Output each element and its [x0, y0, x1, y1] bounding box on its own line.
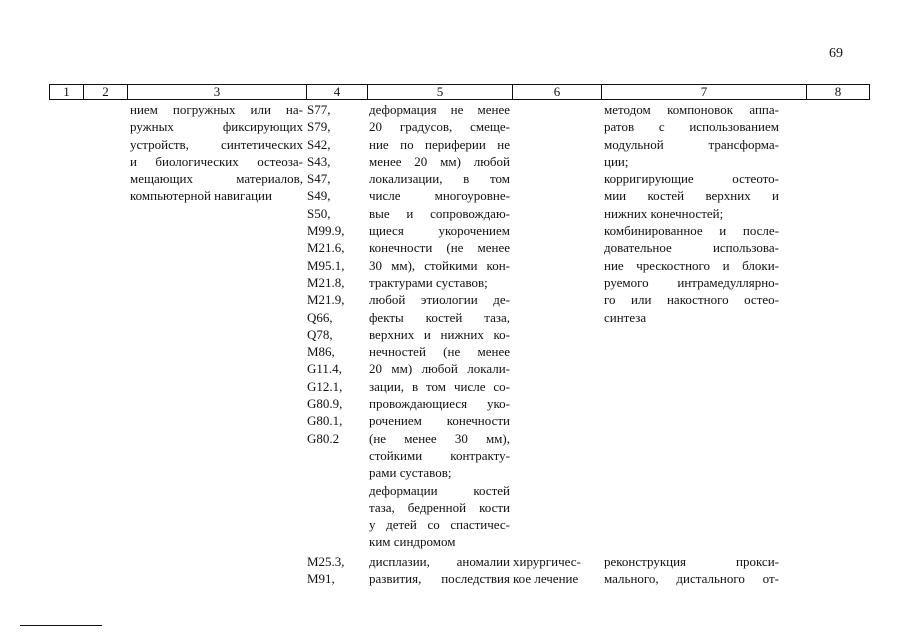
text-line: и биологических остеоза-: [130, 153, 303, 169]
text-line: довательное использова-: [604, 240, 779, 256]
text-line: 20 градусов, смеще-: [369, 119, 510, 135]
text-line: кое лечение: [513, 571, 579, 587]
table-header-row: [49, 84, 870, 100]
icd-code: M95.1,: [307, 257, 345, 273]
icd-code: G11.4,: [307, 361, 342, 377]
icd-code: M21.9,: [307, 292, 345, 308]
text-line: стойкими контракту-: [369, 447, 510, 463]
icd-code: M21.6,: [307, 240, 345, 256]
icd-code: S50,: [307, 205, 331, 221]
text-line: вые и сопровождаю-: [369, 205, 510, 221]
text-line: развития, последствия: [369, 571, 510, 587]
icd-code: G80.9,: [307, 396, 343, 412]
text-line: зации, в том числе со-: [369, 378, 510, 394]
text-line: деформации костей: [369, 482, 510, 498]
text-line: фекты костей таза,: [369, 309, 510, 325]
row2-col5-diagnosis-description: [369, 553, 510, 588]
text-line: реконструкция прокси-: [604, 554, 779, 569]
text-line: модульной трансформа-: [604, 136, 779, 152]
icd-code: Q78,: [307, 326, 333, 342]
text-line: 20 мм) любой локали-: [369, 361, 510, 377]
text-line: числе многоуровне-: [369, 188, 510, 204]
text-line: го или накостного остео-: [604, 292, 779, 308]
text-line: деформация не менее: [369, 102, 510, 117]
page-number: 69: [829, 46, 843, 61]
row2-col4-icd-codes: [307, 553, 362, 588]
text-line: локализации, в том: [369, 171, 510, 187]
text-line: мального, дистального от-: [604, 571, 779, 587]
text-line: рами суставов;: [369, 465, 452, 481]
header-col-6: 6: [513, 85, 602, 99]
text-line: синтеза: [604, 309, 647, 325]
header-col-7: 7: [602, 85, 807, 99]
text-line: нием погружных или на-: [130, 102, 303, 117]
row2-col6-treatment-type: [513, 553, 595, 588]
header-col-2: 2: [84, 85, 128, 99]
icd-code: Q66,: [307, 309, 333, 325]
text-line: менее 20 мм) любой: [369, 153, 510, 169]
text-line: ким синдромом: [369, 534, 456, 550]
text-line: дисплазии, аномалии: [369, 554, 510, 569]
icd-code: M21.8,: [307, 274, 345, 290]
header-col-1: 1: [50, 85, 84, 99]
icd-code: G80.1,: [307, 413, 343, 429]
text-line: корригирующие остеото-: [604, 171, 779, 187]
header-col-8: 8: [834, 84, 842, 99]
text-line: ние по периферии не: [369, 136, 510, 152]
text-line: ратов с использованием: [604, 119, 779, 135]
icd-code: S79,: [307, 119, 331, 135]
text-line: руемого интрамедуллярно-: [604, 274, 779, 290]
icd-code: S43,: [307, 153, 331, 169]
text-line: таза, бедренной кости: [369, 499, 510, 515]
text-line: мии костей верхних и: [604, 188, 779, 204]
text-line: конечности (не менее: [369, 240, 510, 256]
icd-code: S49,: [307, 188, 331, 204]
icd-code: M86,: [307, 344, 335, 360]
header-col-5: 5: [368, 85, 513, 99]
text-line: трактурами суставов;: [369, 274, 488, 290]
text-line: компьютерной навигации: [130, 188, 272, 204]
header-col-3: 3: [128, 85, 307, 99]
row1-col3-treatment-methods: [130, 101, 303, 205]
text-line: хирургичес-: [513, 554, 581, 569]
text-line: ние чрескостного и блоки-: [604, 257, 779, 273]
icd-code: S77,: [307, 102, 331, 117]
icd-code: M91,: [307, 571, 335, 587]
icd-code: S47,: [307, 171, 331, 187]
text-line: щиеся укорочением: [369, 223, 510, 239]
text-line: рочением конечности: [369, 413, 510, 429]
text-line: ружных фиксирующих: [130, 119, 303, 135]
text-line: 30 мм), стойкими кон-: [369, 257, 510, 273]
icd-code: M25.3,: [307, 554, 345, 569]
text-line: устройств, синтетических: [130, 136, 303, 152]
row1-col5-diagnosis-description: [369, 101, 510, 551]
text-line: комбинированное и после-: [604, 223, 779, 239]
text-line: любой этиологии де-: [369, 292, 510, 308]
footnote-separator-line: [20, 625, 102, 626]
text-line: методом компоновок аппа-: [604, 102, 779, 117]
text-line: у детей со спастичес-: [369, 517, 510, 533]
row1-col7-treatment-method-description: [604, 101, 779, 326]
text-line: нечностей (не менее: [369, 344, 510, 360]
header-col-4: 4: [307, 85, 368, 99]
text-line: (не менее 30 мм),: [369, 430, 510, 446]
text-line: нижних конечностей;: [604, 205, 724, 221]
text-line: мещающих материалов,: [130, 171, 303, 187]
row1-col4-icd-codes: [307, 101, 362, 447]
icd-code: S42,: [307, 136, 331, 152]
icd-code: G80.2: [307, 430, 340, 446]
text-line: ции;: [604, 153, 629, 169]
icd-code: M99.9,: [307, 223, 345, 239]
row2-col7-treatment-method-description: [604, 553, 779, 588]
icd-code: G12.1,: [307, 378, 343, 394]
text-line: провождающиеся уко-: [369, 396, 510, 412]
text-line: верхних и нижних ко-: [369, 326, 510, 342]
